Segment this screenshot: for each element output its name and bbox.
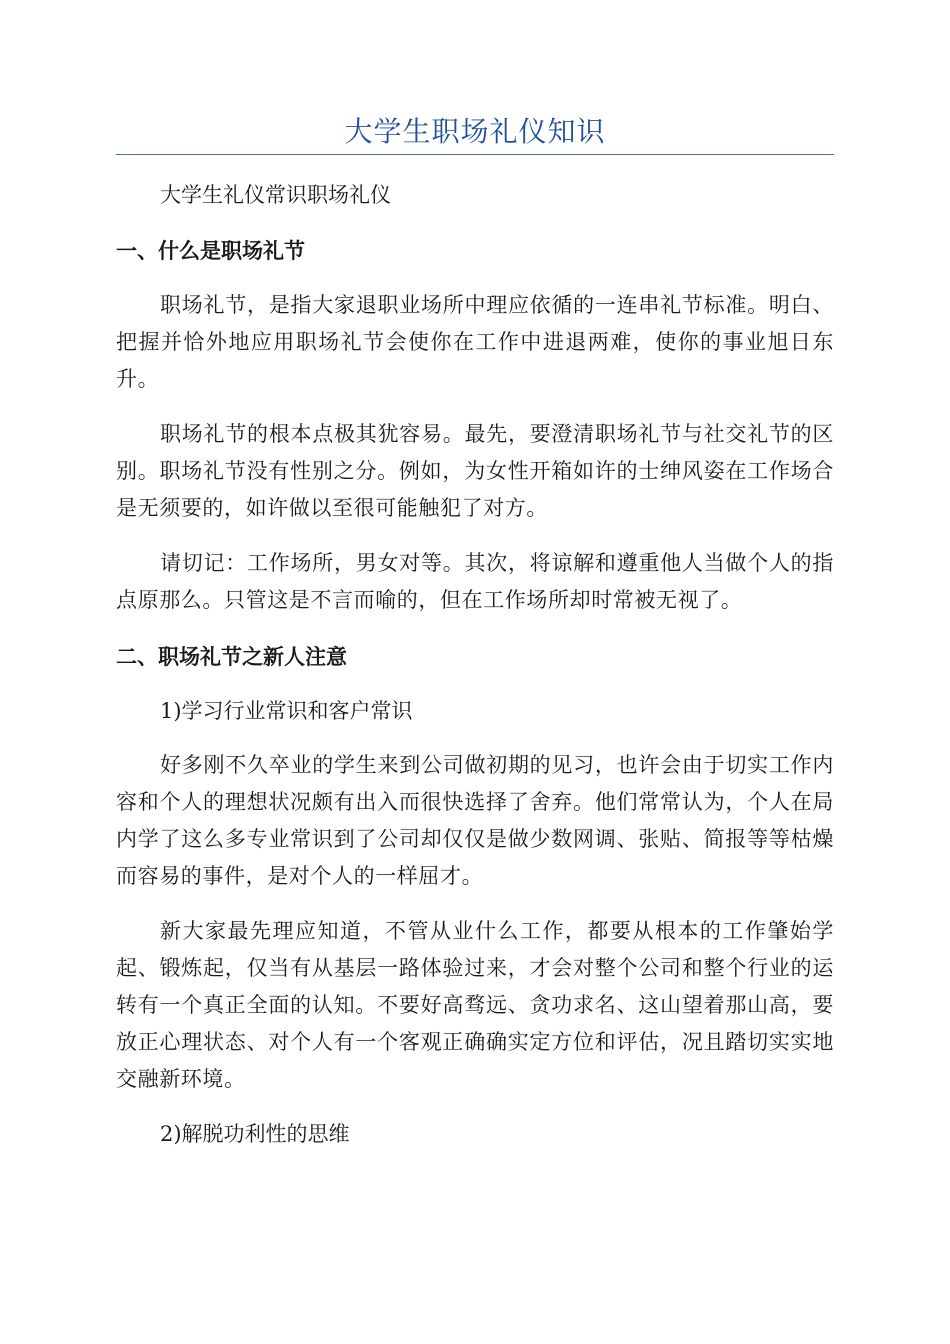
document-title: 大学生职场礼仪知识 bbox=[116, 112, 834, 155]
section-heading: 一、什么是职场礼节 bbox=[116, 239, 305, 263]
paragraph: 请切记：工作场所，男女对等。其次，将谅解和遵重他人当做个人的指点原那么。只管这是不言而喻的，但在工作场所却时常被无视了。 bbox=[116, 551, 834, 612]
paragraph: 职场礼节的根本点极其犹容易。最先，要澄清职场礼节与社交礼节的区别。职场礼节没有性别之分。例如，为女性开箱如许的士绅风姿在工作场合是无须要的，如许做以至很可能触犯了对方。 bbox=[116, 422, 834, 520]
section-heading: 二、职场礼节之新人注意 bbox=[116, 645, 347, 669]
subsection-heading: 2)解脱功利性的思维 bbox=[160, 1122, 350, 1146]
paragraph: 职场礼节，是指大家退职业场所中理应依循的一连串礼节标准。明白、把握并恰外地应用职场礼节会使你在工作中进退两难，使你的事业旭日东升。 bbox=[116, 293, 834, 391]
document-page bbox=[116, 112, 834, 1152]
paragraph: 新大家最先理应知道，不管从业什么工作，都要从根本的工作肇始学起、锻炼起，仅当有从基层一路体验过来，才会对整个公司和整个行业的运转有一个真正全面的认知。不要好高骛远、贪功求名、这山望着那山高，要放正心理状态、对个人有一个客观正确确实定方位和评估，况且踏切实实地交融新环境。 bbox=[116, 919, 834, 1091]
paragraph: 好多刚不久卒业的学生来到公司做初期的见习，也许会由于切实工作内容和个人的理想状况颇有出入而很快选择了舍弃。他们常常认为，个人在局内学了这么多专业常识到了公司却仅仅是做少数网调、张贴、简报等等枯燥而容易的事件，是对个人的一样屈才。 bbox=[116, 753, 834, 888]
document-subtitle: 大学生礼仪常识职场礼仪 bbox=[160, 183, 391, 207]
subsection-heading: 1)学习行业常识和客户常识 bbox=[160, 699, 413, 723]
